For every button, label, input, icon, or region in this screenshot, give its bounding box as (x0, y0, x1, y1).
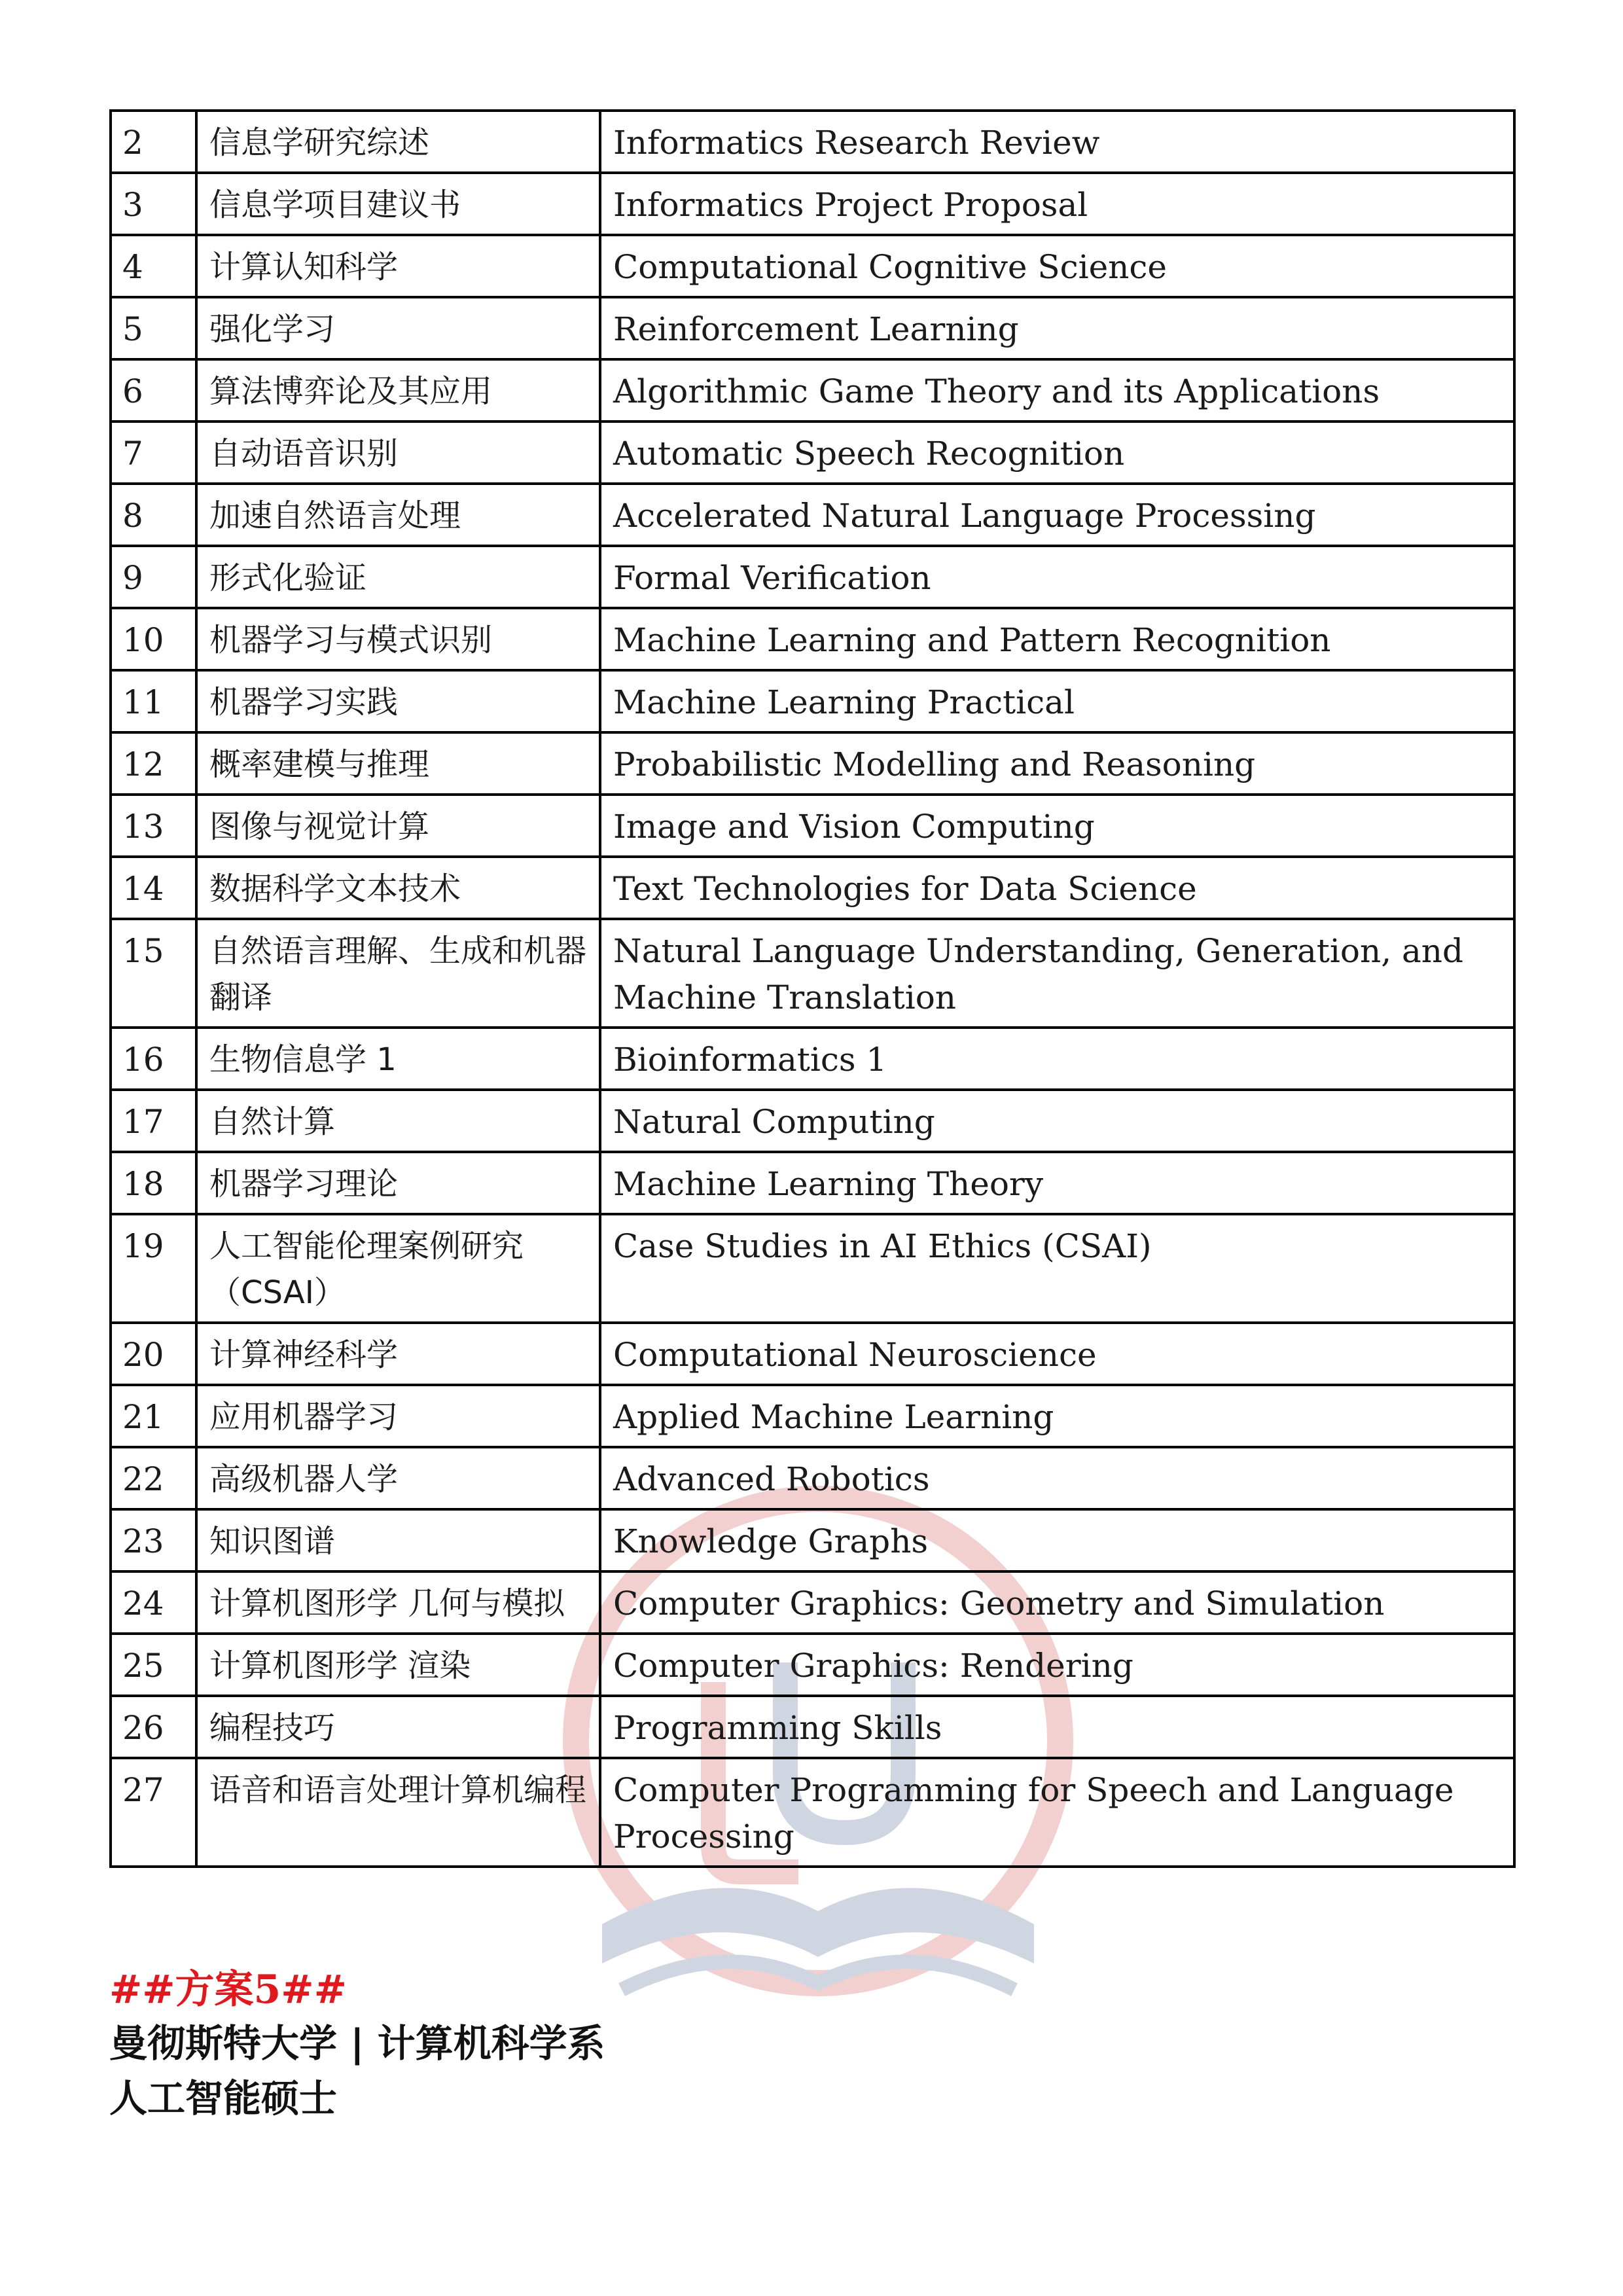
course-name-chinese: 计算神经科学 (196, 1323, 600, 1385)
course-number: 23 (111, 1509, 196, 1571)
course-name-chinese: 高级机器人学 (196, 1447, 600, 1509)
course-name-english: Text Technologies for Data Science (600, 857, 1514, 919)
course-name-english: Programming Skills (600, 1696, 1514, 1758)
table-row (111, 795, 1514, 857)
course-table-body (111, 111, 1514, 1867)
table-row (111, 919, 1514, 1028)
course-name-chinese: 自动语音识别 (196, 422, 600, 484)
course-name-chinese: 机器学习理论 (196, 1152, 600, 1214)
course-number: 14 (111, 857, 196, 919)
table-row (111, 359, 1514, 422)
course-name-chinese: 强化学习 (196, 297, 600, 359)
plan-title: ##方案5## (109, 1967, 347, 2013)
table-row (111, 1571, 1514, 1634)
course-name-chinese: 概率建模与推理 (196, 732, 600, 795)
table-row (111, 1509, 1514, 1571)
course-name-chinese: 人工智能伦理案例研究（CSAI） (196, 1214, 600, 1323)
table-row (111, 732, 1514, 795)
course-number: 7 (111, 422, 196, 484)
course-name-chinese: 计算机图形学 几何与模拟 (196, 1571, 600, 1634)
course-name-english: Machine Learning Practical (600, 670, 1514, 732)
program-footer (109, 1964, 605, 2126)
course-table (109, 109, 1516, 1868)
table-row (111, 422, 1514, 484)
course-name-english: Automatic Speech Recognition (600, 422, 1514, 484)
table-row (111, 1152, 1514, 1214)
table-row (111, 297, 1514, 359)
course-name-english: Machine Learning and Pattern Recognition (600, 608, 1514, 670)
course-name-chinese: 语音和语言处理计算机编程 (196, 1758, 600, 1867)
table-row (111, 484, 1514, 546)
course-name-chinese: 机器学习与模式识别 (196, 608, 600, 670)
course-name-english: Computational Neuroscience (600, 1323, 1514, 1385)
course-number: 22 (111, 1447, 196, 1509)
course-number: 5 (111, 297, 196, 359)
course-number: 19 (111, 1214, 196, 1323)
course-number: 18 (111, 1152, 196, 1214)
course-name-chinese: 生物信息学 1 (196, 1028, 600, 1090)
course-number: 16 (111, 1028, 196, 1090)
table-row (111, 1758, 1514, 1867)
course-name-chinese: 形式化验证 (196, 546, 600, 608)
course-name-chinese: 加速自然语言处理 (196, 484, 600, 546)
course-name-english: Advanced Robotics (600, 1447, 1514, 1509)
course-number: 13 (111, 795, 196, 857)
degree-name: 人工智能硕士 (109, 2076, 338, 2121)
course-number: 17 (111, 1090, 196, 1152)
course-name-chinese: 自然计算 (196, 1090, 600, 1152)
course-number: 27 (111, 1758, 196, 1867)
course-name-chinese: 机器学习实践 (196, 670, 600, 732)
course-number: 9 (111, 546, 196, 608)
table-row (111, 1028, 1514, 1090)
course-name-english: Natural Language Understanding, Generation, and Machine Translation (600, 919, 1514, 1028)
course-name-chinese: 算法博弈论及其应用 (196, 359, 600, 422)
course-number: 15 (111, 919, 196, 1028)
course-name-english: Machine Learning Theory (600, 1152, 1514, 1214)
course-number: 2 (111, 111, 196, 173)
course-name-chinese: 数据科学文本技术 (196, 857, 600, 919)
table-row (111, 1090, 1514, 1152)
course-number: 21 (111, 1385, 196, 1447)
course-name-chinese: 知识图谱 (196, 1509, 600, 1571)
course-name-english: Natural Computing (600, 1090, 1514, 1152)
table-row (111, 1323, 1514, 1385)
university-department: 曼彻斯特大学 | 计算机科学系 (109, 2021, 605, 2066)
table-row (111, 111, 1514, 173)
course-name-english: Algorithmic Game Theory and its Applications (600, 359, 1514, 422)
course-name-chinese: 信息学项目建议书 (196, 173, 600, 235)
course-name-english: Computer Graphics: Geometry and Simulation (600, 1571, 1514, 1634)
course-name-chinese: 应用机器学习 (196, 1385, 600, 1447)
table-row (111, 235, 1514, 297)
course-name-english: Case Studies in AI Ethics (CSAI) (600, 1214, 1514, 1323)
table-row (111, 1447, 1514, 1509)
course-name-chinese: 图像与视觉计算 (196, 795, 600, 857)
course-name-english: Computer Programming for Speech and Language Processing (600, 1758, 1514, 1867)
course-number: 11 (111, 670, 196, 732)
course-name-english: Formal Verification (600, 546, 1514, 608)
course-number: 24 (111, 1571, 196, 1634)
table-row (111, 546, 1514, 608)
table-row (111, 857, 1514, 919)
table-row (111, 670, 1514, 732)
course-number: 6 (111, 359, 196, 422)
table-row (111, 1696, 1514, 1758)
course-name-english: Computational Cognitive Science (600, 235, 1514, 297)
course-name-chinese: 计算机图形学 渲染 (196, 1634, 600, 1696)
course-number: 20 (111, 1323, 196, 1385)
course-name-english: Accelerated Natural Language Processing (600, 484, 1514, 546)
course-name-english: Image and Vision Computing (600, 795, 1514, 857)
table-row (111, 173, 1514, 235)
course-number: 25 (111, 1634, 196, 1696)
table-row (111, 1385, 1514, 1447)
course-number: 12 (111, 732, 196, 795)
course-name-english: Probabilistic Modelling and Reasoning (600, 732, 1514, 795)
course-name-chinese: 计算认知科学 (196, 235, 600, 297)
table-row (111, 608, 1514, 670)
course-name-chinese: 自然语言理解、生成和机器翻译 (196, 919, 600, 1028)
course-name-english: Informatics Project Proposal (600, 173, 1514, 235)
course-name-english: Informatics Research Review (600, 111, 1514, 173)
table-row (111, 1634, 1514, 1696)
course-number: 3 (111, 173, 196, 235)
course-number: 10 (111, 608, 196, 670)
course-name-english: Knowledge Graphs (600, 1509, 1514, 1571)
course-name-english: Applied Machine Learning (600, 1385, 1514, 1447)
course-name-english: Bioinformatics 1 (600, 1028, 1514, 1090)
course-name-english: Computer Graphics: Rendering (600, 1634, 1514, 1696)
table-row (111, 1214, 1514, 1323)
course-number: 4 (111, 235, 196, 297)
course-name-english: Reinforcement Learning (600, 297, 1514, 359)
course-number: 26 (111, 1696, 196, 1758)
course-name-chinese: 编程技巧 (196, 1696, 600, 1758)
course-name-chinese: 信息学研究综述 (196, 111, 600, 173)
course-number: 8 (111, 484, 196, 546)
